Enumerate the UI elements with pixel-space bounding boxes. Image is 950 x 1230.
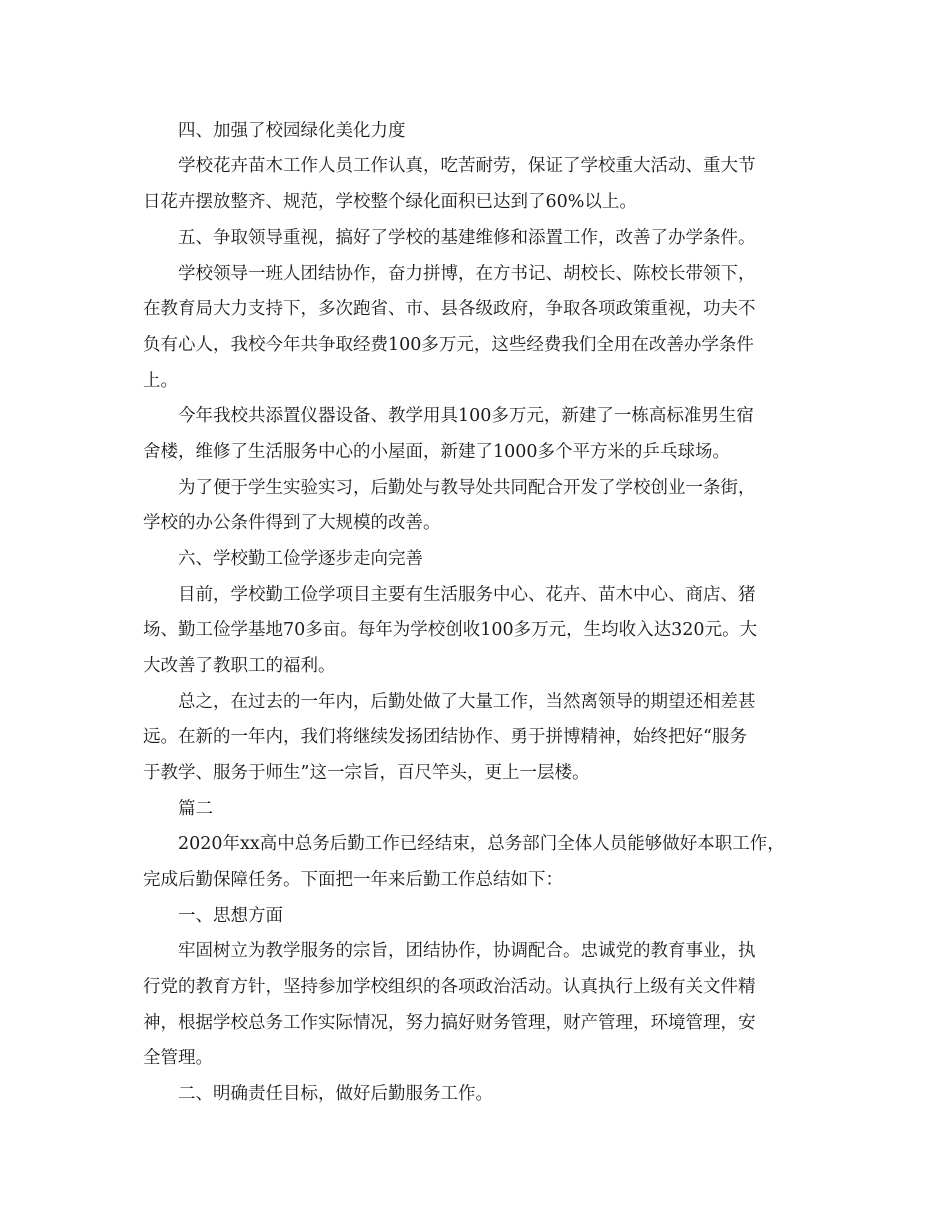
paragraph-line: 上。 bbox=[143, 371, 178, 391]
section-heading-greening: 四、加强了校园绿化美化力度 bbox=[178, 121, 406, 141]
paragraph-line: 总之，在过去的一年内，后勤处做了大量工作，当然离领导的期望还相差甚 bbox=[178, 692, 756, 712]
section-heading-ideology: 一、思想方面 bbox=[178, 906, 283, 926]
paragraph-line: 2020年xx高中总务后勤工作已经结束，总务部门全体人员能够做好本职工作， bbox=[178, 834, 785, 854]
paragraph-line: 大改善了教职工的福利。 bbox=[143, 656, 336, 676]
part-heading: 篇二 bbox=[178, 799, 213, 819]
paragraph-line: 行党的教育方针，坚持参加学校组织的各项政治活动。认真执行上级有关文件精 bbox=[143, 977, 756, 997]
paragraph-line: 学校花卉苗木工作人员工作认真，吃苦耐劳，保证了学校重大活动、重大节 bbox=[178, 156, 756, 176]
section-heading-responsibility: 二、明确责任目标，做好后勤服务工作。 bbox=[178, 1084, 493, 1104]
section-heading-construction: 五、争取领导重视，搞好了学校的基建维修和添置工作，改善了办学条件。 bbox=[178, 228, 756, 248]
paragraph-line: 完成后勤保障任务。下面把一年来后勤工作总结如下： bbox=[143, 870, 563, 890]
paragraph-line: 于教学、服务于师生”这一宗旨，百尺竿头，更上一层楼。 bbox=[143, 763, 590, 783]
paragraph-line: 神，根据学校总务工作实际情况，努力搞好财务管理，财产管理，环境管理，安 bbox=[143, 1013, 756, 1033]
paragraph-line: 今年我校共添置仪器设备、教学用具100多万元，新建了一栋高标准男生宿 bbox=[178, 406, 754, 426]
paragraph-line: 牢固树立为教学服务的宗旨，团结协作，协调配合。忠诚党的教育事业，执 bbox=[178, 941, 756, 961]
paragraph-line: 日花卉摆放整齐、规范，学校整个绿化面积已达到了60%以上。 bbox=[143, 192, 637, 212]
paragraph-line: 负有心人，我校今年共争取经费100多万元，这些经费我们全用在改善办学条件 bbox=[143, 335, 754, 355]
paragraph-line: 在教育局大力支持下，多次跑省、市、县各级政府，争取各项政策重视，功夫不 bbox=[143, 299, 756, 319]
paragraph-line: 学校的办公条件得到了大规模的改善。 bbox=[143, 513, 441, 533]
section-heading-work-study: 六、学校勤工俭学逐步走向完善 bbox=[178, 549, 423, 569]
paragraph-line: 学校领导一班人团结协作，奋力拼博，在方书记、胡校长、陈校长带领下， bbox=[178, 264, 756, 284]
paragraph-line: 全管理。 bbox=[143, 1048, 213, 1068]
paragraph-line: 为了便于学生实验实习，后勤处与教导处共同配合开发了学校创业一条街， bbox=[178, 478, 756, 498]
paragraph-line: 远。在新的一年内，我们将继续发扬团结协作、勇于拼博精神，始终把好“服务 bbox=[143, 727, 747, 747]
paragraph-line: 目前，学校勤工俭学项目主要有生活服务中心、花卉、苗木中心、商店、猪 bbox=[178, 585, 756, 605]
paragraph-line: 场、勤工俭学基地70多亩。每年为学校创收100多万元，生均收入达320元。大 bbox=[143, 620, 758, 640]
paragraph-line: 舍楼，维修了生活服务中心的小屋面，新建了1000多个平方米的乒乓球场。 bbox=[143, 442, 731, 462]
